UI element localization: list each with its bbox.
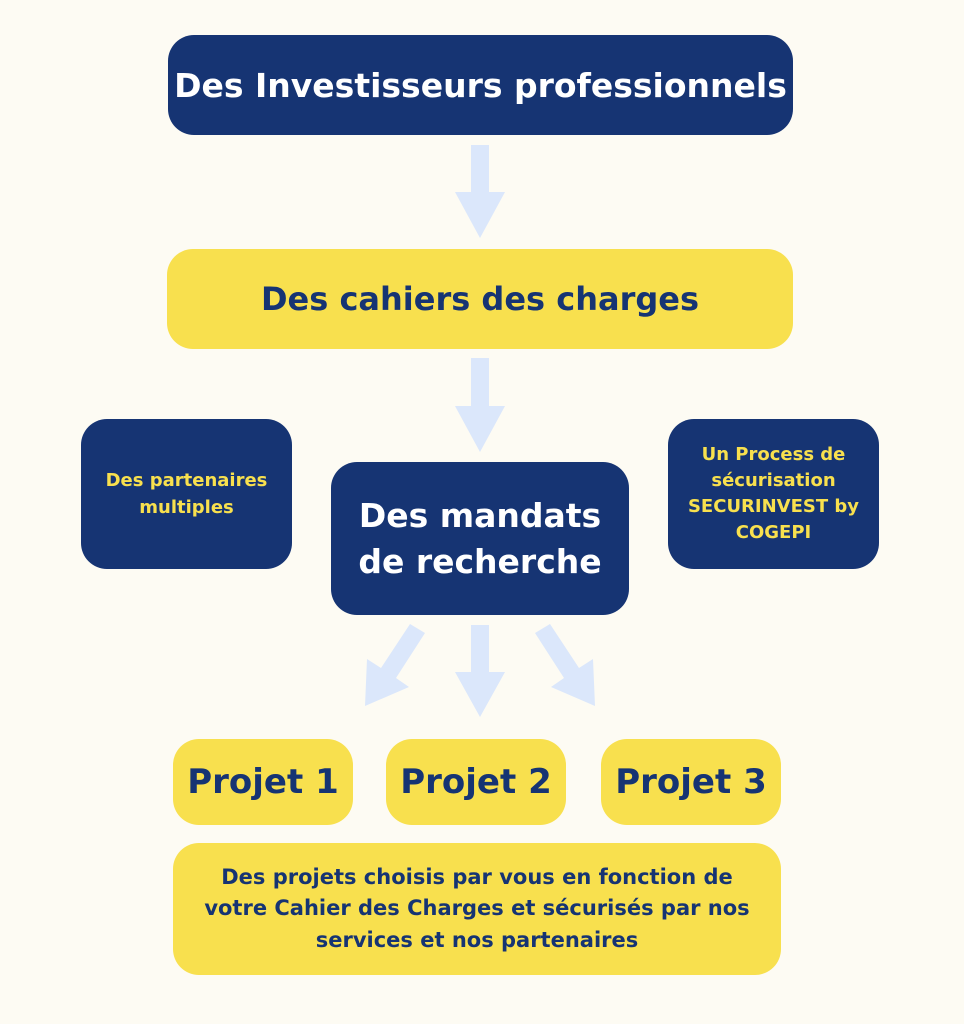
investors-label: Des Investisseurs professionnels (174, 65, 787, 105)
projet-3-box (601, 739, 781, 825)
arrow-down-icon (455, 358, 505, 452)
partenaires-box (81, 419, 292, 569)
mandats-box (331, 462, 629, 615)
investors-box (168, 35, 793, 135)
projet-2-box (386, 739, 566, 825)
arrow-down-icon (455, 625, 505, 717)
projet-1-label: Projet 1 (187, 762, 339, 802)
mandats-label: Des mandats de recherche (358, 495, 602, 581)
description-box (173, 843, 781, 975)
arrow-down-icon (455, 145, 505, 238)
projet-2-label: Projet 2 (400, 762, 552, 802)
process-box (668, 419, 879, 569)
arrow-down-left-icon (365, 624, 425, 706)
cahiers-label: Des cahiers des charges (260, 280, 699, 318)
cahiers-box (167, 249, 793, 349)
process-label: Un Process de sécurisation SECURINVEST by COGEPI (687, 443, 860, 544)
projet-3-label: Projet 3 (615, 762, 767, 802)
description-label: Des projets choisis par vous en fonction de votre Cahier des Charges et sécurisés par nos services et nos partenaires (204, 864, 750, 952)
projet-1-box (173, 739, 353, 825)
arrow-down-right-icon (535, 624, 595, 706)
partenaires-label: Des partenaires multiples (105, 470, 268, 518)
